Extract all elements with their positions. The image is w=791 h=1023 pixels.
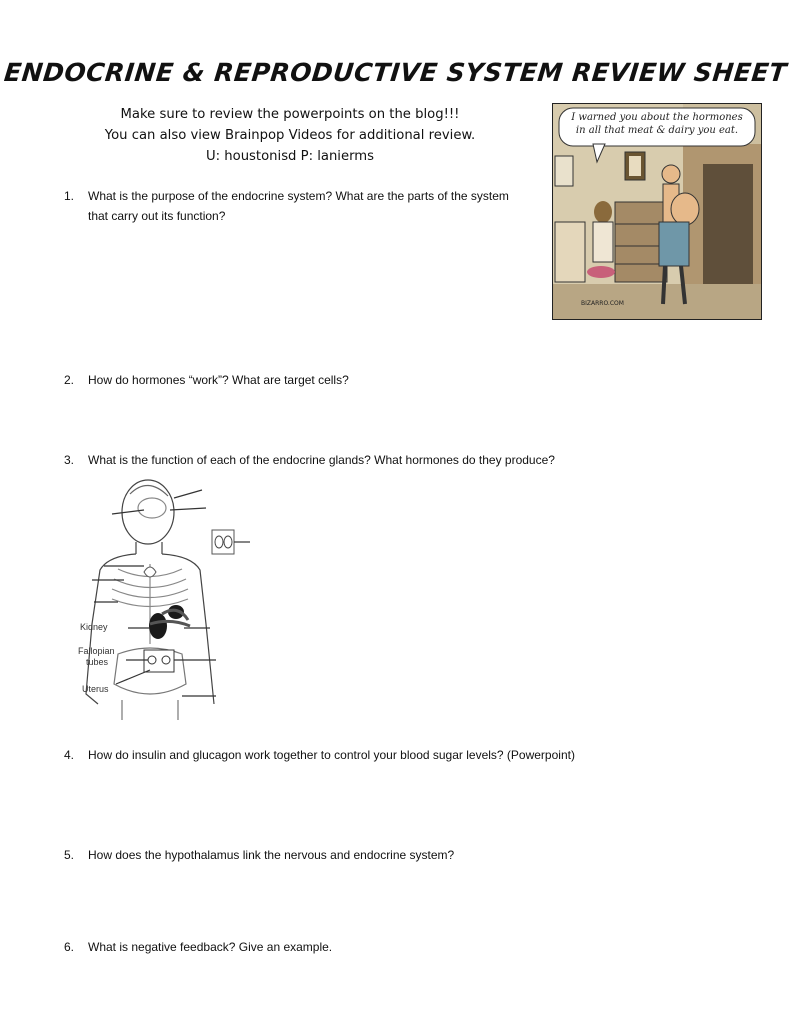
kidney-label: Kidney [80, 622, 108, 632]
question-number: 4. [64, 748, 75, 762]
question-number: 6. [64, 940, 75, 954]
question-1 [64, 186, 524, 226]
question-3 [64, 450, 684, 470]
intro-line-3: U: houstonisd P: lanierms [205, 149, 374, 164]
endocrine-gland-diagram [78, 474, 308, 720]
intro-line-1: Make sure to review the powerpoints on the blog!!! [120, 107, 460, 122]
question-2 [64, 370, 684, 390]
question-text: What is the purpose of the endocrine system? What are the parts of the system that carry out its function? [88, 189, 509, 223]
question-6 [64, 937, 684, 957]
comic-illustration [552, 103, 762, 320]
question-number: 2. [64, 373, 75, 387]
fallopian-label [78, 646, 115, 668]
question-text: How do insulin and glucagon work together to control your blood sugar levels? (Powerpoint) [88, 748, 575, 762]
question-4 [64, 745, 684, 765]
question-number: 1. [64, 189, 75, 203]
intro-line-2: You can also view Brainpop Videos for additional review. [104, 128, 476, 143]
page-title: ENDOCRINE & REPRODUCTIVE SYSTEM REVIEW SHEET [2, 58, 789, 87]
question-text: What is the function of each of the endocrine glands? What hormones do they produce? [88, 453, 555, 467]
question-text: How do hormones “work”? What are target cells? [88, 373, 349, 387]
question-text: How does the hypothalamus link the nervous and endocrine system? [88, 848, 455, 862]
intro-instructions [70, 104, 510, 167]
question-text: What is negative feedback? Give an example. [88, 940, 333, 954]
question-number: 5. [64, 848, 75, 862]
uterus-label: Uterus [82, 684, 109, 694]
fallopian-label-line-1: Fallopian [78, 646, 115, 656]
question-number: 3. [64, 453, 75, 467]
fallopian-label-line-2: tubes [86, 657, 109, 667]
comic-credit: BIZARRO.COM [581, 300, 624, 307]
question-5 [64, 845, 684, 865]
body-outline-drawing [78, 474, 308, 720]
comic-caption: I warned you about the hormones in all that meat & dairy you eat. [571, 112, 743, 136]
